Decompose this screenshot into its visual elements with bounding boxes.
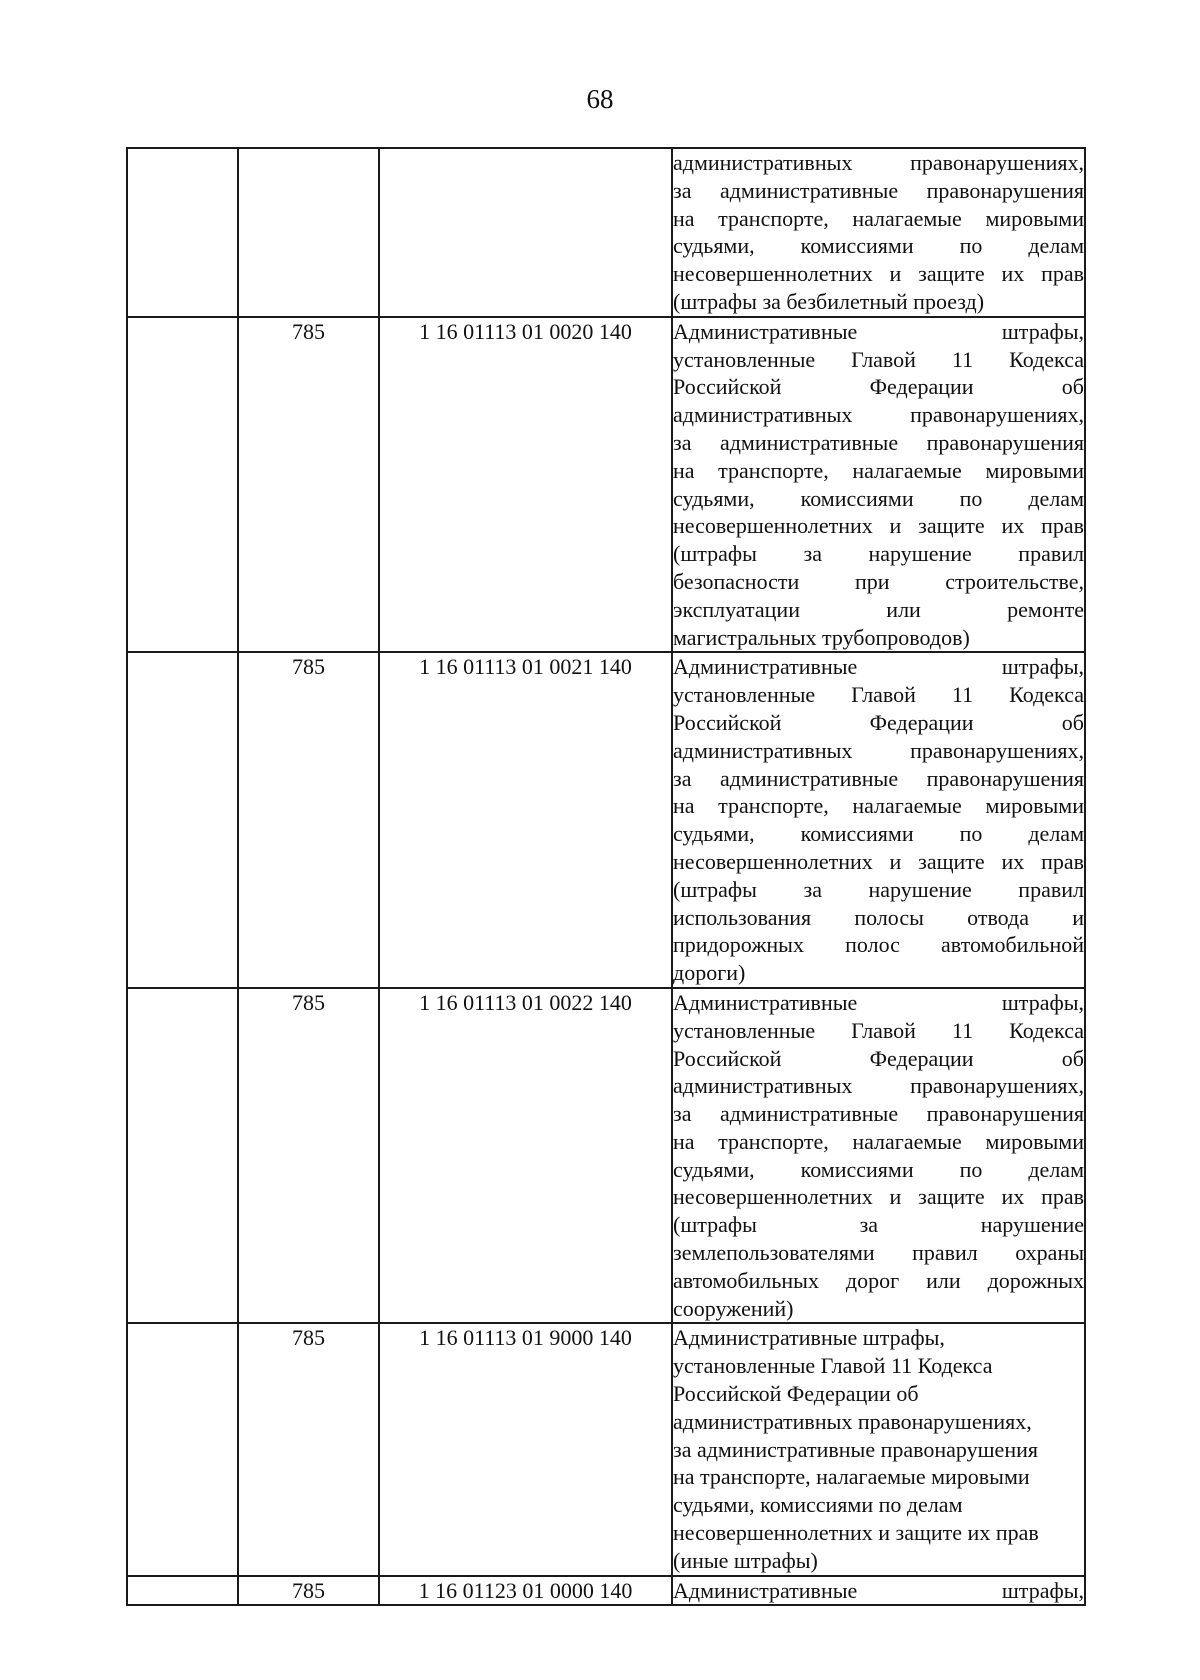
description-line: Административные штрафы, — [673, 989, 1084, 1015]
description-line: несовершеннолетних и защите их прав — [673, 261, 1084, 287]
description-line: безопасности при строительстве, — [673, 568, 1084, 594]
budget-code-cell: 1 16 01123 01 0000 140 — [379, 1576, 672, 1606]
description-line: судьями, комиссиями по делам — [673, 1156, 1084, 1182]
description-line: придорожных полос автомобильной — [673, 932, 1084, 958]
description-line: Российской Федерации об — [673, 374, 1084, 400]
empty-cell — [127, 317, 238, 653]
admin-code-cell: 785 — [238, 1576, 379, 1606]
description-line: Российской Федерации об — [673, 1045, 1084, 1071]
description-line: Административные штрафы, — [673, 318, 1084, 344]
description-line: (штрафы за нарушение правил — [673, 876, 1084, 902]
table-body — [127, 148, 1085, 1605]
description-line: на транспорте, налагаемые мировыми — [673, 205, 1084, 231]
page-number: 68 — [586, 84, 614, 114]
description-line: автомобильных дорог или дорожных — [673, 1267, 1084, 1293]
description-line: Российской Федерации об — [673, 1381, 919, 1407]
empty-cell — [127, 988, 238, 1324]
description-line: административных правонарушениях, — [673, 1073, 1084, 1099]
description-line: установленные Главой 11 Кодекса — [673, 682, 1084, 708]
description-line: несовершеннолетних и защите их прав — [673, 848, 1084, 874]
description-cell — [672, 652, 1085, 988]
description-line: судьями, комиссиями по делам — [673, 485, 1084, 511]
admin-code-cell: 785 — [238, 652, 379, 988]
budget-code-cell: 1 16 01113 01 0020 140 — [379, 317, 672, 653]
empty-cell — [127, 148, 238, 317]
description-line: на транспорте, налагаемые мировыми — [673, 457, 1084, 483]
admin-code-cell — [238, 148, 379, 317]
description-line: за административные правонарушения — [673, 1436, 1038, 1462]
description-line: судьями, комиссиями по делам — [673, 1492, 963, 1518]
description-line: (штрафы за нарушение — [673, 1212, 1084, 1238]
table-row — [127, 1323, 1085, 1575]
description-line: судьями, комиссиями по делам — [673, 233, 1084, 259]
description-line: (иные штрафы) — [673, 1547, 818, 1573]
admin-code-cell: 785 — [238, 988, 379, 1324]
description-line: Административные штрафы, — [673, 654, 1084, 680]
admin-code-cell: 785 — [238, 1323, 379, 1575]
description-line: (штрафы за нарушение правил — [673, 541, 1084, 567]
budget-code-cell — [379, 148, 672, 317]
admin-code-cell: 785 — [238, 317, 379, 653]
description-line: за административные правонарушения — [673, 429, 1084, 455]
description-cell — [672, 317, 1085, 653]
description-line: (штрафы за безбилетный проезд) — [673, 288, 985, 314]
description-line: установленные Главой 11 Кодекса — [673, 1353, 993, 1379]
description-line: дороги) — [673, 960, 746, 986]
budget-code-cell: 1 16 01113 01 9000 140 — [379, 1323, 672, 1575]
budget-classification-table — [126, 147, 1086, 1606]
description-line: Российской Федерации об — [673, 709, 1084, 735]
budget-code-cell: 1 16 01113 01 0021 140 — [379, 652, 672, 988]
table-row — [127, 148, 1085, 317]
table-row — [127, 988, 1085, 1324]
description-line: Административные штрафы, — [673, 1577, 1084, 1603]
description-line: несовершеннолетних и защите их прав — [673, 1520, 1039, 1546]
description-line: несовершеннолетних и защите их прав — [673, 513, 1084, 539]
description-line: землепользователями правил охраны — [673, 1240, 1084, 1266]
description-line: эксплуатации или ремонте — [673, 596, 1084, 622]
description-cell — [672, 1576, 1085, 1606]
description-line: за административные правонарушения — [673, 1101, 1084, 1127]
description-line: административных правонарушениях, — [673, 1408, 1032, 1434]
description-cell — [672, 148, 1085, 317]
description-line: административных правонарушениях, — [673, 737, 1084, 763]
description-line: административных правонарушениях, — [673, 150, 1084, 175]
table-row — [127, 1576, 1085, 1606]
table-row — [127, 317, 1085, 653]
table-row — [127, 652, 1085, 988]
description-cell — [672, 988, 1085, 1324]
description-line: административных правонарушениях, — [673, 402, 1084, 428]
description-line: использования полосы отвода и — [673, 904, 1084, 930]
description-line: Административные штрафы, — [673, 1325, 945, 1351]
budget-code-cell: 1 16 01113 01 0022 140 — [379, 988, 672, 1324]
description-line: на транспорте, налагаемые мировыми — [673, 1128, 1084, 1154]
description-line: сооружений) — [673, 1295, 794, 1321]
description-line: установленные Главой 11 Кодекса — [673, 1017, 1084, 1043]
description-line: на транспорте, налагаемые мировыми — [673, 793, 1084, 819]
empty-cell — [127, 652, 238, 988]
description-line: магистральных трубопроводов) — [673, 624, 970, 650]
description-line: за административные правонарушения — [673, 765, 1084, 791]
empty-cell — [127, 1576, 238, 1606]
description-line: несовершеннолетних и защите их прав — [673, 1184, 1084, 1210]
description-cell — [672, 1323, 1085, 1575]
description-line: установленные Главой 11 Кодекса — [673, 346, 1084, 372]
description-line: за административные правонарушения — [673, 177, 1084, 203]
description-line: судьями, комиссиями по делам — [673, 821, 1084, 847]
empty-cell — [127, 1323, 238, 1575]
description-line: на транспорте, налагаемые мировыми — [673, 1464, 1030, 1490]
